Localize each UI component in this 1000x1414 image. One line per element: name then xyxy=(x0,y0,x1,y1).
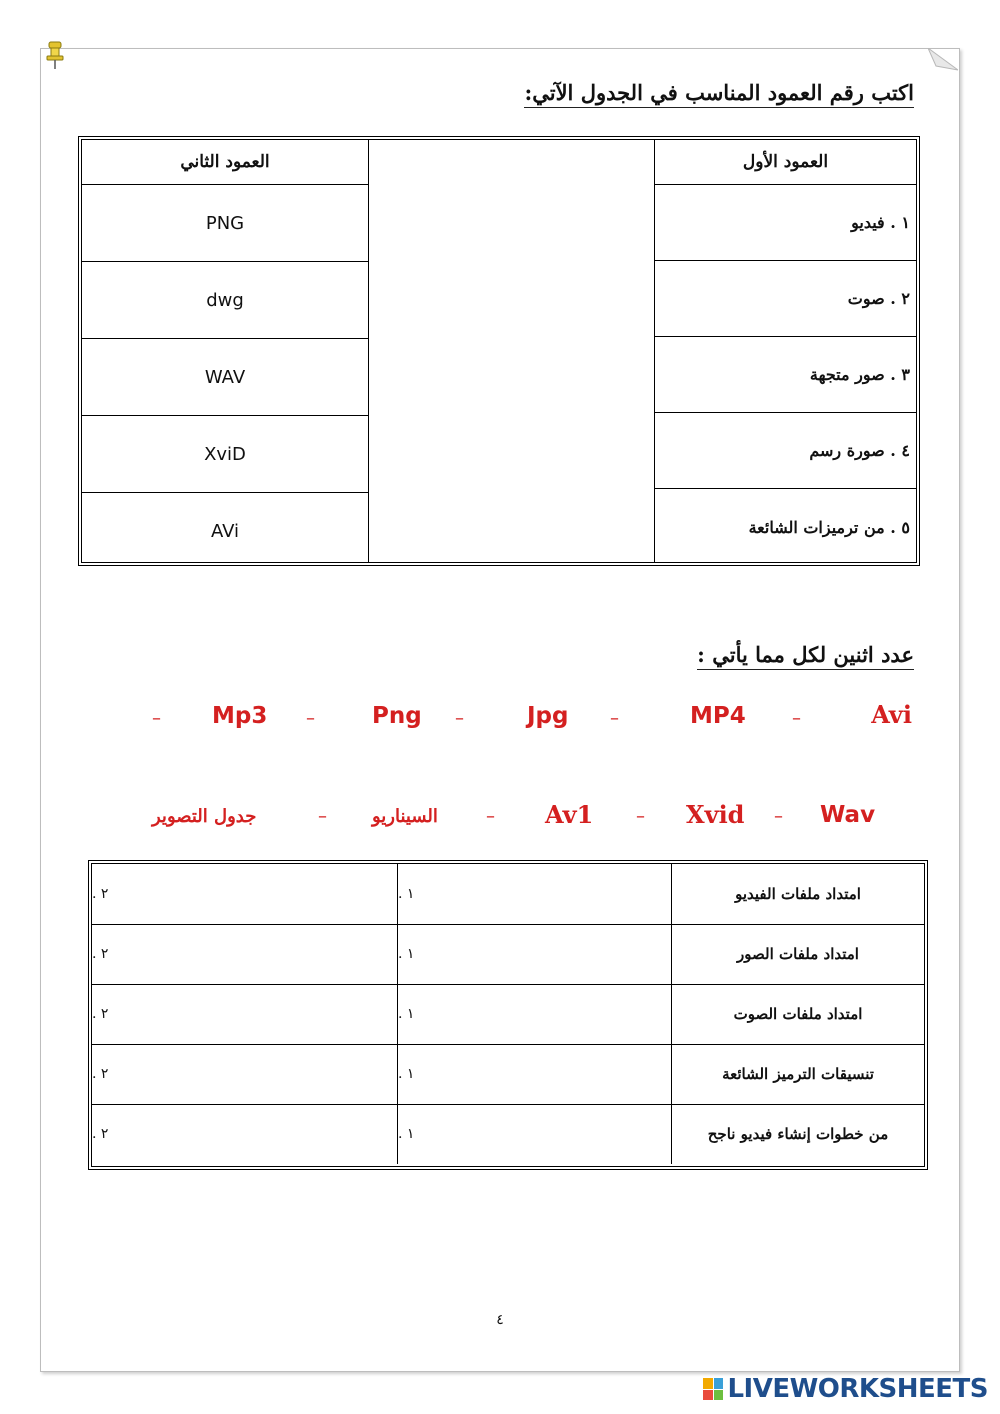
word-separator: – xyxy=(306,708,315,729)
second-column-cell: AVi xyxy=(210,520,240,542)
pushpin-icon xyxy=(44,40,66,70)
first-column-cell: ٤ . صورة رسم xyxy=(655,413,916,489)
word-bank-item[interactable]: MP4 xyxy=(690,703,746,729)
table-row xyxy=(92,864,924,925)
second-answer-cell[interactable]: ٢ . xyxy=(92,864,398,924)
word-bank-item[interactable]: Xvid xyxy=(686,800,745,829)
second-column xyxy=(82,140,369,562)
first-answer-cell[interactable]: ١ . xyxy=(398,984,672,1044)
second-answer-cell[interactable]: ٢ . xyxy=(92,1044,398,1104)
word-separator: – xyxy=(318,806,327,827)
word-separator: – xyxy=(610,708,619,729)
table-row xyxy=(92,924,924,985)
second-column-cell: WAV xyxy=(82,339,368,416)
word-separator: – xyxy=(636,806,645,827)
liveworksheets-logo[interactable] xyxy=(703,1374,988,1404)
word-bank-item[interactable]: جدول التصوير xyxy=(152,806,257,827)
table-row xyxy=(92,1044,924,1105)
first-column-cell: ٢ . صوت xyxy=(655,261,916,337)
answer-table xyxy=(88,860,928,1170)
page-number: ٤ xyxy=(496,1312,504,1328)
first-column-cell: ٥ . من ترميزات الشائعة xyxy=(748,517,910,537)
first-answer-cell[interactable]: ١ . xyxy=(398,924,672,984)
word-separator: – xyxy=(455,708,464,729)
word-bank-item[interactable]: Png xyxy=(372,703,422,729)
table-row xyxy=(92,1104,924,1164)
word-separator: – xyxy=(774,806,783,827)
heading-list-two: عدد اثنين لكل مما يأتي : xyxy=(697,642,914,667)
first-column xyxy=(654,140,916,562)
second-answer-cell[interactable]: ٢ . xyxy=(92,984,398,1044)
word-separator: – xyxy=(152,708,161,729)
word-separator: – xyxy=(486,806,495,827)
first-answer-cell[interactable]: ١ . xyxy=(398,864,672,924)
first-column-cell: ٣ . صور متجهة xyxy=(655,337,916,413)
page-fold-icon xyxy=(928,48,958,74)
answer-area[interactable] xyxy=(368,140,654,562)
first-answer-cell[interactable]: ١ . xyxy=(398,1104,672,1164)
first-column-header: العمود الأول xyxy=(655,140,916,185)
word-bank-item[interactable]: Wav xyxy=(820,802,876,828)
first-answer-cell[interactable]: ١ . xyxy=(398,1044,672,1104)
row-label: تنسيقات الترميز الشائعة xyxy=(722,1065,874,1083)
second-column-cell: PNG xyxy=(82,185,368,262)
second-answer-cell[interactable]: ٢ . xyxy=(92,924,398,984)
matching-table xyxy=(78,136,920,566)
word-bank-item[interactable]: Jpg xyxy=(527,703,569,729)
brand-name: LIVEWORKSHEETS xyxy=(727,1374,988,1404)
word-bank-item[interactable]: السيناريو xyxy=(372,806,438,827)
liveworksheets-logo-icon xyxy=(703,1378,723,1400)
second-column-cell: dwg xyxy=(82,262,368,339)
second-column-cell: XviD xyxy=(82,416,368,493)
row-label: امتداد ملفات الفيديو xyxy=(735,885,861,903)
second-column-header: العمود الثاني xyxy=(82,140,368,185)
word-bank-item[interactable]: Mp3 xyxy=(212,703,268,729)
second-answer-cell[interactable]: ٢ . xyxy=(92,1104,398,1164)
heading-match-columns: اكتب رقم العمود المناسب في الجدول الآتي: xyxy=(524,80,914,105)
row-label: امتداد ملفات الصور xyxy=(737,945,859,963)
row-label: من خطوات إنشاء فيديو ناجح xyxy=(707,1125,889,1143)
first-column-cell: ١ . فيديو xyxy=(655,185,916,261)
word-bank-item[interactable]: Avi xyxy=(871,700,912,729)
row-label: امتداد ملفات الصوت xyxy=(733,1005,863,1023)
word-bank-item[interactable]: Av1 xyxy=(545,800,594,829)
table-row xyxy=(92,984,924,1045)
word-separator: – xyxy=(792,708,801,729)
